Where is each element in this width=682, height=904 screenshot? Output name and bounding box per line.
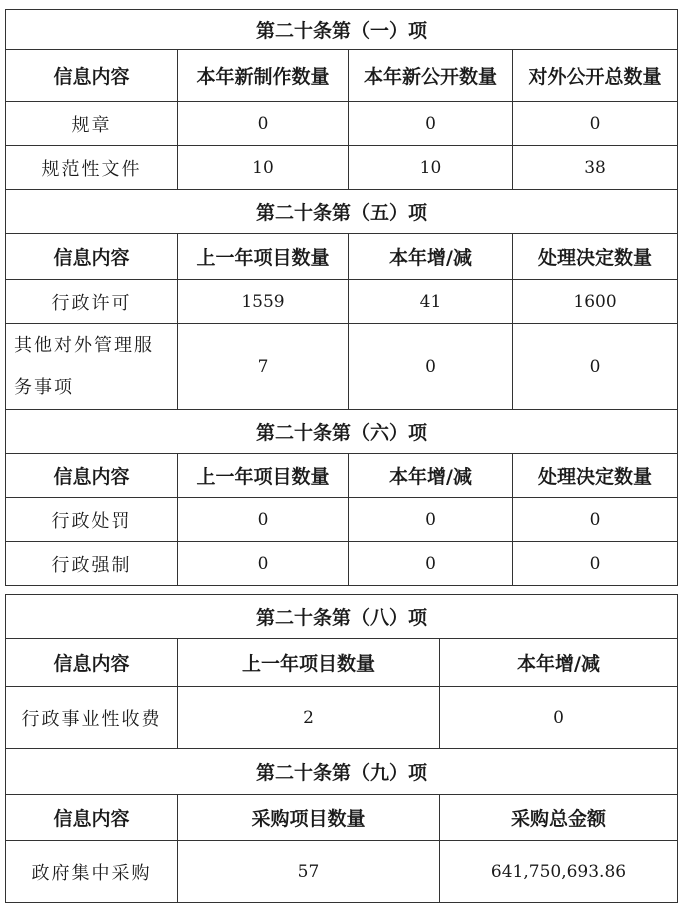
cell-value: 38	[513, 146, 678, 190]
disclosure-table-2	[5, 594, 678, 903]
header-decision-count: 处理决定数量	[513, 454, 678, 498]
header-new-disclosed: 本年新公开数量	[349, 50, 513, 102]
row-label: 行政强制	[6, 542, 178, 586]
table-row	[6, 102, 678, 146]
row-label: 规范性文件	[6, 146, 178, 190]
header-new-produced: 本年新制作数量	[178, 50, 349, 102]
cell-value: 0	[513, 324, 678, 410]
cell-value: 0	[513, 102, 678, 146]
cell-value: 41	[349, 280, 513, 324]
cell-value: 10	[349, 146, 513, 190]
header-purchase-count: 采购项目数量	[178, 795, 440, 841]
table-row	[6, 498, 678, 542]
table-row	[6, 542, 678, 586]
header-prev-year-count: 上一年项目数量	[178, 639, 440, 687]
header-info-content: 信息内容	[6, 639, 178, 687]
cell-value: 2	[178, 687, 440, 749]
section-title-8: 第二十条第（八）项	[6, 595, 678, 639]
header-info-content: 信息内容	[6, 795, 178, 841]
row-label: 行政处罚	[6, 498, 178, 542]
row-label: 行政许可	[6, 280, 178, 324]
table-row	[6, 324, 678, 410]
header-decision-count: 处理决定数量	[513, 234, 678, 280]
table-row	[6, 146, 678, 190]
cell-value: 0	[440, 687, 678, 749]
cell-value: 0	[349, 102, 513, 146]
cell-value: 641,750,693.86	[440, 841, 678, 903]
cell-value: 0	[178, 102, 349, 146]
header-info-content: 信息内容	[6, 234, 178, 280]
header-change: 本年增/减	[349, 234, 513, 280]
section-title-6: 第二十条第（六）项	[6, 410, 678, 454]
header-total-disclosed: 对外公开总数量	[513, 50, 678, 102]
cell-value: 57	[178, 841, 440, 903]
header-prev-year-count: 上一年项目数量	[178, 454, 349, 498]
cell-value: 0	[349, 542, 513, 586]
header-purchase-amount: 采购总金额	[440, 795, 678, 841]
row-label: 规章	[6, 102, 178, 146]
cell-value: 0	[513, 498, 678, 542]
row-label: 其他对外管理服务事项	[6, 324, 178, 410]
header-change: 本年增/减	[440, 639, 678, 687]
cell-value: 10	[178, 146, 349, 190]
header-info-content: 信息内容	[6, 50, 178, 102]
header-info-content: 信息内容	[6, 454, 178, 498]
header-prev-year-count: 上一年项目数量	[178, 234, 349, 280]
disclosure-table-1	[5, 9, 678, 586]
section-title-9: 第二十条第（九）项	[6, 749, 678, 795]
cell-value: 1600	[513, 280, 678, 324]
row-label: 行政事业性收费	[6, 687, 178, 749]
cell-value: 1559	[178, 280, 349, 324]
header-change: 本年增/减	[349, 454, 513, 498]
cell-value: 7	[178, 324, 349, 410]
cell-value: 0	[349, 324, 513, 410]
table-row	[6, 841, 678, 903]
row-label: 政府集中采购	[6, 841, 178, 903]
section-title-5: 第二十条第（五）项	[6, 190, 678, 234]
table-row	[6, 280, 678, 324]
cell-value: 0	[178, 498, 349, 542]
table-row	[6, 687, 678, 749]
cell-value: 0	[513, 542, 678, 586]
cell-value: 0	[178, 542, 349, 586]
section-title-1: 第二十条第（一）项	[6, 10, 678, 50]
cell-value: 0	[349, 498, 513, 542]
